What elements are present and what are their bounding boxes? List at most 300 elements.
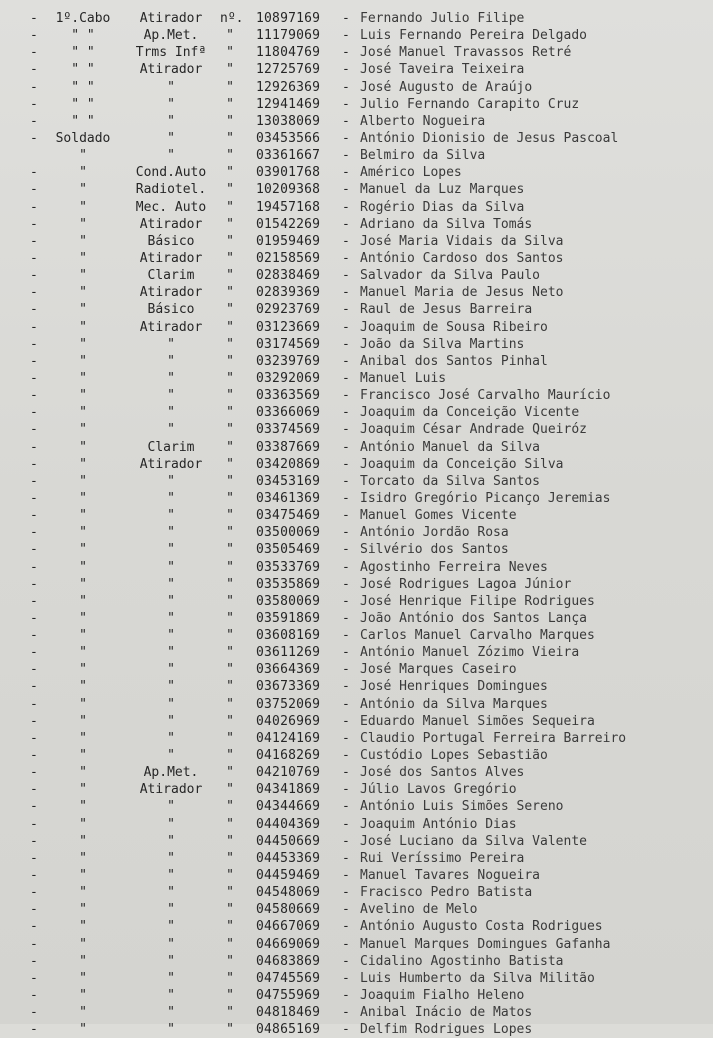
service-number-cell: 02923769 <box>256 302 321 318</box>
number-prefix-cell: " <box>226 302 234 318</box>
rank-cell: " <box>79 182 87 198</box>
soldier-name-cell: António Luis Simões Sereno <box>360 799 564 815</box>
role-cell: Ap.Met. <box>143 28 199 44</box>
service-number-cell: 04755969 <box>256 988 321 1004</box>
service-number-cell: 04026969 <box>256 713 321 729</box>
rank-cell: " <box>79 525 87 541</box>
number-prefix-cell: " <box>226 696 234 712</box>
soldier-name-cell: Américo Lopes <box>360 165 462 181</box>
soldier-name-cell: Cidalino Agostinho Batista <box>360 953 564 969</box>
soldier-name-cell: Rui Veríssimo Pereira <box>360 850 525 866</box>
roster-row <box>0 473 713 490</box>
roster-row <box>0 970 713 987</box>
separator-dash: - <box>342 645 350 661</box>
separator-dash: - <box>342 799 350 815</box>
row-dash: - <box>30 319 38 335</box>
row-dash: - <box>30 748 38 764</box>
number-prefix-cell: " <box>226 336 234 352</box>
separator-dash: - <box>342 165 350 181</box>
rank-cell: " <box>79 628 87 644</box>
role-cell: " <box>167 833 175 849</box>
row-dash: - <box>30 268 38 284</box>
row-dash: - <box>30 868 38 884</box>
rank-cell: " <box>79 1022 87 1038</box>
separator-dash: - <box>342 696 350 712</box>
separator-dash: - <box>342 936 350 952</box>
role-cell: " <box>167 696 175 712</box>
rank-cell: " <box>79 508 87 524</box>
row-dash: - <box>30 970 38 986</box>
number-prefix-cell: " <box>226 662 234 678</box>
number-prefix-cell: " <box>226 885 234 901</box>
separator-dash: - <box>342 782 350 798</box>
service-number-cell: 01542269 <box>256 216 321 232</box>
roster-row <box>0 490 713 507</box>
role-cell: " <box>167 1022 175 1038</box>
service-number-cell: 03123669 <box>256 319 321 335</box>
rank-cell: " <box>79 662 87 678</box>
roster-row <box>0 661 713 678</box>
number-prefix-cell: " <box>226 833 234 849</box>
role-cell: " <box>167 336 175 352</box>
separator-dash: - <box>342 833 350 849</box>
role-cell: " <box>167 422 175 438</box>
role-cell: " <box>167 542 175 558</box>
separator-dash: - <box>342 439 350 455</box>
service-number-cell: 04341869 <box>256 782 321 798</box>
soldier-name-cell: João da Silva Martins <box>360 336 525 352</box>
soldier-name-cell: Manuel Tavares Nogueira <box>360 868 541 884</box>
separator-dash: - <box>342 490 350 506</box>
number-prefix-cell: " <box>226 62 234 78</box>
separator-dash: - <box>342 679 350 695</box>
separator-dash: - <box>342 422 350 438</box>
number-prefix-cell: " <box>226 610 234 626</box>
roster-row <box>0 61 713 78</box>
soldier-name-cell: Fracisco Pedro Batista <box>360 885 533 901</box>
number-prefix-cell: " <box>226 936 234 952</box>
roster-row <box>0 541 713 558</box>
rank-cell: " <box>79 799 87 815</box>
role-cell: Básico <box>147 233 195 249</box>
role-cell: " <box>167 559 175 575</box>
service-number-cell: 12941469 <box>256 96 321 112</box>
rank-cell: " <box>79 216 87 232</box>
separator-dash: - <box>342 1005 350 1021</box>
role-cell: Ap.Met. <box>143 765 199 781</box>
separator-dash: - <box>342 765 350 781</box>
role-cell: " <box>167 508 175 524</box>
number-prefix-cell: " <box>226 353 234 369</box>
role-cell: " <box>167 593 175 609</box>
row-dash: - <box>30 713 38 729</box>
separator-dash: - <box>342 405 350 421</box>
soldier-name-cell: Torcato da Silva Santos <box>360 473 541 489</box>
separator-dash: - <box>342 216 350 232</box>
service-number-cell: 02158569 <box>256 250 321 266</box>
roster-row <box>0 370 713 387</box>
rank-cell: " <box>79 370 87 386</box>
separator-dash: - <box>342 45 350 61</box>
roster-row <box>0 798 713 815</box>
soldier-name-cell: Manuel Gomes Vicente <box>360 508 517 524</box>
soldier-name-cell: António Augusto Costa Rodrigues <box>360 919 603 935</box>
role-cell: " <box>167 113 175 129</box>
service-number-cell: 03420869 <box>256 456 321 472</box>
rank-cell: " <box>79 748 87 764</box>
rank-cell: " <box>79 439 87 455</box>
number-prefix-cell: " <box>226 902 234 918</box>
rank-cell: " <box>79 285 87 301</box>
separator-dash: - <box>342 62 350 78</box>
soldier-name-cell: Custódio Lopes Sebastião <box>360 748 548 764</box>
role-cell: " <box>167 936 175 952</box>
rank-cell: " <box>79 336 87 352</box>
rank-cell: " <box>79 490 87 506</box>
service-number-cell: 03505469 <box>256 542 321 558</box>
separator-dash: - <box>342 11 350 26</box>
roster-row <box>0 27 713 44</box>
role-cell: " <box>167 919 175 935</box>
row-dash: - <box>30 456 38 472</box>
soldier-name-cell: Delfim Rodrigues Lopes <box>360 1022 533 1038</box>
service-number-cell: 03461369 <box>256 490 321 506</box>
number-prefix-cell: " <box>226 799 234 815</box>
soldier-name-cell: Joaquim Fialho Heleno <box>360 988 525 1004</box>
soldier-name-cell: José Rodrigues Lagoa Júnior <box>360 576 572 592</box>
number-prefix-cell: " <box>226 850 234 866</box>
number-prefix-cell: " <box>226 405 234 421</box>
service-number-cell: 03664369 <box>256 662 321 678</box>
rank-cell: " <box>79 850 87 866</box>
role-cell: " <box>167 130 175 146</box>
number-prefix-cell: " <box>226 319 234 335</box>
rank-cell: " <box>79 542 87 558</box>
soldier-name-cell: Claudio Portugal Ferreira Barreiro <box>360 730 627 746</box>
soldier-name-cell: Fernando Julio Filipe <box>360 11 525 26</box>
roster-row <box>0 987 713 1004</box>
roster-row <box>0 79 713 96</box>
rank-cell: " <box>79 885 87 901</box>
separator-dash: - <box>342 576 350 592</box>
role-cell: " <box>167 148 175 164</box>
separator-dash: - <box>342 182 350 198</box>
service-number-cell: 03239769 <box>256 353 321 369</box>
separator-dash: - <box>342 525 350 541</box>
row-dash: - <box>30 439 38 455</box>
separator-dash: - <box>342 285 350 301</box>
service-number-cell: 11179069 <box>256 28 321 44</box>
number-prefix-cell: " <box>226 953 234 969</box>
service-number-cell: 03608169 <box>256 628 321 644</box>
number-prefix-cell: " <box>226 199 234 215</box>
row-dash: - <box>30 353 38 369</box>
separator-dash: - <box>342 353 350 369</box>
rank-cell: " <box>79 833 87 849</box>
row-dash: - <box>30 490 38 506</box>
rank-cell: " <box>79 902 87 918</box>
service-number-cell: 04459469 <box>256 868 321 884</box>
number-prefix-cell: " <box>226 868 234 884</box>
rank-cell: " <box>79 473 87 489</box>
number-prefix-cell: " <box>226 182 234 198</box>
role-cell: Atirador <box>139 216 203 232</box>
role-cell: " <box>167 525 175 541</box>
service-number-cell: 03611269 <box>256 645 321 661</box>
service-number-cell: 03752069 <box>256 696 321 712</box>
soldier-name-cell: José Taveira Teixeira <box>360 62 525 78</box>
service-number-cell: 03453566 <box>256 130 321 146</box>
service-number-cell: 03535869 <box>256 576 321 592</box>
roster-row <box>0 113 713 130</box>
roster-row <box>0 781 713 798</box>
number-prefix-cell: " <box>226 439 234 455</box>
role-cell: Atirador <box>139 285 203 301</box>
row-dash: - <box>30 182 38 198</box>
soldier-name-cell: António Jordão Rosa <box>360 525 509 541</box>
row-dash: - <box>30 559 38 575</box>
separator-dash: - <box>342 662 350 678</box>
roster-row <box>0 593 713 610</box>
role-cell: " <box>167 645 175 661</box>
roster-row <box>0 301 713 318</box>
role-cell: " <box>167 628 175 644</box>
soldier-name-cell: Joaquim da Conceição Vicente <box>360 405 580 421</box>
service-number-cell: 03361667 <box>256 148 321 164</box>
soldier-name-cell: Alberto Nogueira <box>360 113 486 129</box>
rank-cell: " <box>79 233 87 249</box>
soldier-name-cell: Isidro Gregório Picanço Jeremias <box>360 490 611 506</box>
row-dash: - <box>30 165 38 181</box>
soldier-name-cell: Anibal dos Santos Pinhal <box>360 353 548 369</box>
number-prefix-cell: " <box>226 730 234 746</box>
roster-row <box>0 439 713 456</box>
role-cell: Atirador <box>139 250 203 266</box>
service-number-cell: 04344669 <box>256 799 321 815</box>
service-number-cell: 04669069 <box>256 936 321 952</box>
roster-row <box>0 524 713 541</box>
service-number-cell: 19457168 <box>256 199 321 215</box>
separator-dash: - <box>342 233 350 249</box>
rank-cell: " " <box>71 96 95 112</box>
separator-dash: - <box>342 302 350 318</box>
service-number-cell: 04683869 <box>256 953 321 969</box>
separator-dash: - <box>342 902 350 918</box>
service-number-cell: 04580669 <box>256 902 321 918</box>
service-number-cell: 03387669 <box>256 439 321 455</box>
separator-dash: - <box>342 268 350 284</box>
number-prefix-cell: " <box>226 542 234 558</box>
roster-row <box>0 850 713 867</box>
row-dash: - <box>30 576 38 592</box>
number-prefix-cell: " <box>226 388 234 404</box>
rank-cell: " <box>79 559 87 575</box>
number-prefix-cell: " <box>226 28 234 44</box>
soldier-name-cell: Adriano da Silva Tomás <box>360 216 533 232</box>
soldier-name-cell: António Cardoso dos Santos <box>360 250 564 266</box>
service-number-cell: 03500069 <box>256 525 321 541</box>
role-cell: Clarim <box>147 268 195 284</box>
separator-dash: - <box>342 885 350 901</box>
row-dash: - <box>30 405 38 421</box>
number-prefix-cell: " <box>226 148 234 164</box>
roster-list <box>0 10 713 1038</box>
roster-row <box>0 884 713 901</box>
rank-cell: " <box>79 782 87 798</box>
soldier-name-cell: Belmiro da Silva <box>360 148 486 164</box>
separator-dash: - <box>342 473 350 489</box>
role-cell: Atirador <box>139 456 203 472</box>
roster-row <box>0 284 713 301</box>
rank-cell: " <box>79 405 87 421</box>
row-dash: - <box>30 336 38 352</box>
soldier-name-cell: Manuel Luis <box>360 370 447 386</box>
soldier-name-cell: Manuel Marques Domingues Gafanha <box>360 936 611 952</box>
soldier-name-cell: Francisco José Carvalho Maurício <box>360 388 611 404</box>
roster-row <box>0 336 713 353</box>
soldier-name-cell: António Manuel da Silva <box>360 439 541 455</box>
role-cell: " <box>167 730 175 746</box>
service-number-cell: 11804769 <box>256 45 321 61</box>
row-dash: - <box>30 936 38 952</box>
role-cell: " <box>167 96 175 112</box>
role-cell: Atirador <box>139 782 203 798</box>
role-cell: " <box>167 799 175 815</box>
row-dash: - <box>30 765 38 781</box>
soldier-name-cell: Julio Fernando Carapito Cruz <box>360 96 580 112</box>
service-number-cell: 01959469 <box>256 233 321 249</box>
row-dash: - <box>30 1005 38 1021</box>
row-dash: - <box>30 370 38 386</box>
row-dash: - <box>30 730 38 746</box>
row-dash: - <box>30 113 38 129</box>
roster-row <box>0 610 713 627</box>
service-number-cell: 03292069 <box>256 370 321 386</box>
rank-cell: " <box>79 422 87 438</box>
role-cell: Trms Infª <box>135 45 207 61</box>
role-cell: " <box>167 970 175 986</box>
rank-cell: " <box>79 593 87 609</box>
separator-dash: - <box>342 456 350 472</box>
role-cell: " <box>167 473 175 489</box>
service-number-cell: 03591869 <box>256 610 321 626</box>
roster-row <box>0 696 713 713</box>
role-cell: Atirador <box>139 319 203 335</box>
row-dash: - <box>30 902 38 918</box>
roster-row <box>0 96 713 113</box>
roster-row <box>0 678 713 695</box>
row-dash: - <box>30 45 38 61</box>
service-number-cell: 03174569 <box>256 336 321 352</box>
separator-dash: - <box>342 96 350 112</box>
soldier-name-cell: José Luciano da Silva Valente <box>360 833 587 849</box>
service-number-cell: 03475469 <box>256 508 321 524</box>
separator-dash: - <box>342 628 350 644</box>
separator-dash: - <box>342 28 350 44</box>
service-number-cell: 04124169 <box>256 730 321 746</box>
role-cell: " <box>167 370 175 386</box>
soldier-name-cell: Silvério dos Santos <box>360 542 509 558</box>
roster-row <box>0 559 713 576</box>
roster-row <box>0 421 713 438</box>
separator-dash: - <box>342 370 350 386</box>
role-cell: " <box>167 868 175 884</box>
number-prefix-cell: " <box>226 285 234 301</box>
service-number-cell: 03673369 <box>256 679 321 695</box>
separator-dash: - <box>342 730 350 746</box>
rank-cell: " <box>79 1005 87 1021</box>
number-prefix-cell: " <box>226 919 234 935</box>
separator-dash: - <box>342 953 350 969</box>
rank-cell: " <box>79 988 87 1004</box>
roster-row <box>0 1004 713 1021</box>
roster-row <box>0 456 713 473</box>
roster-row <box>0 233 713 250</box>
separator-dash: - <box>342 919 350 935</box>
roster-row <box>0 816 713 833</box>
rank-cell: 1º.Cabo <box>55 11 111 26</box>
service-number-cell: 03453169 <box>256 473 321 489</box>
roster-row <box>0 387 713 404</box>
soldier-name-cell: José Henrique Filipe Rodrigues <box>360 593 595 609</box>
rank-cell: " <box>79 610 87 626</box>
service-number-cell: 04818469 <box>256 1005 321 1021</box>
soldier-name-cell: Luis Fernando Pereira Delgado <box>360 28 587 44</box>
row-dash: - <box>30 302 38 318</box>
roster-row <box>0 747 713 764</box>
number-prefix-cell: nº. <box>220 11 244 26</box>
row-dash: - <box>30 422 38 438</box>
rank-cell: " " <box>71 113 95 129</box>
roster-row <box>0 576 713 593</box>
role-cell: " <box>167 388 175 404</box>
soldier-name-cell: José Marques Caseiro <box>360 662 517 678</box>
separator-dash: - <box>342 199 350 215</box>
rank-cell: Soldado <box>55 130 111 146</box>
rank-cell: " <box>79 353 87 369</box>
rank-cell: " " <box>71 79 95 95</box>
rank-cell: " <box>79 953 87 969</box>
service-number-cell: 10209368 <box>256 182 321 198</box>
roster-row <box>0 918 713 935</box>
row-dash: - <box>30 542 38 558</box>
number-prefix-cell: " <box>226 473 234 489</box>
rank-cell: " " <box>71 28 95 44</box>
roster-row <box>0 147 713 164</box>
role-cell: " <box>167 902 175 918</box>
row-dash: - <box>30 199 38 215</box>
soldier-name-cell: Raul de Jesus Barreira <box>360 302 533 318</box>
row-dash: - <box>30 628 38 644</box>
row-dash: - <box>30 130 38 146</box>
separator-dash: - <box>342 850 350 866</box>
number-prefix-cell: " <box>226 679 234 695</box>
row-dash: - <box>30 679 38 695</box>
rank-cell: " <box>79 645 87 661</box>
role-cell: " <box>167 576 175 592</box>
row-dash: - <box>30 953 38 969</box>
number-prefix-cell: " <box>226 748 234 764</box>
number-prefix-cell: " <box>226 628 234 644</box>
separator-dash: - <box>342 388 350 404</box>
role-cell: " <box>167 953 175 969</box>
soldier-name-cell: Rogério Dias da Silva <box>360 199 525 215</box>
separator-dash: - <box>342 988 350 1004</box>
service-number-cell: 12725769 <box>256 62 321 78</box>
rank-cell: " <box>79 970 87 986</box>
rank-cell: " <box>79 868 87 884</box>
role-cell: " <box>167 816 175 832</box>
